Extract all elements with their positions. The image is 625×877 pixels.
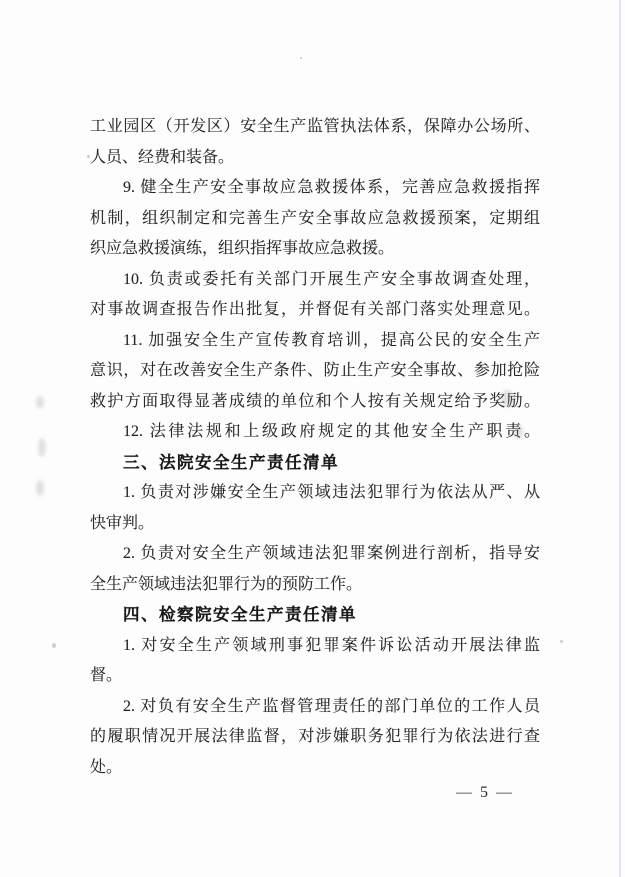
paragraph [90, 265, 540, 326]
text-line [90, 448, 540, 479]
text-line [90, 478, 540, 509]
page-number: — 5 — [456, 784, 514, 801]
paragraph [90, 539, 540, 600]
text-line [90, 539, 540, 570]
text-line [90, 326, 540, 357]
scan-smudge [501, 390, 514, 407]
paragraph [90, 631, 540, 692]
scan-edge-line [619, 0, 621, 877]
scan-speck [52, 643, 56, 648]
text-line [90, 753, 540, 784]
text-line [90, 722, 540, 753]
text-line-content: 11. 加强安全生产宣传教育培训，提高公民的安全生产 [123, 331, 540, 349]
document-body [90, 112, 540, 783]
text-line-content: 9. 健全生产安全事故应急救援体系，完善应急救援指挥 [123, 179, 540, 196]
text-line [90, 631, 540, 662]
text-line-content: 2. 负责对安全生产领域违法犯罪案例进行剖析，指导安 [123, 545, 540, 562]
text-line-content: 织应急救援演练，组织指挥事故应急救援。 [90, 240, 395, 257]
text-line-content: 10. 负责或委托有关部门开展生产安全事故调查处理， [123, 270, 540, 288]
text-line-content: 三、法院安全生产责任清单 [123, 452, 339, 472]
scan-smudge [36, 396, 44, 409]
paragraph [90, 417, 540, 448]
text-line [90, 661, 540, 692]
scan-smudge [36, 480, 44, 496]
text-line-content: 1. 对安全生产领域刑事犯罪案件诉讼活动开展法律监 [123, 636, 540, 654]
text-line-content: 机制，组织制定和完善生产安全事故应急救援预案，定期组 [90, 209, 540, 227]
text-line-content: 1. 负责对涉嫌安全生产领域违法犯罪行为依法从严、从 [123, 484, 540, 501]
text-line-content: 12. 法律法规和上级政府规定的其他安全生产职责。 [123, 423, 540, 440]
text-line [90, 417, 540, 448]
scan-smudge [38, 438, 46, 457]
text-line-content: 四、检察院安全生产责任清单 [123, 605, 357, 624]
text-line [90, 692, 540, 723]
text-line [90, 204, 540, 235]
text-line [90, 570, 540, 601]
text-line [90, 112, 540, 143]
text-line [90, 265, 540, 296]
text-line [90, 356, 540, 387]
paragraph [90, 112, 540, 173]
text-line-content: 的履职情况开展法律监督，对涉嫌职务犯罪行为依法进行查 [90, 728, 540, 745]
text-line-content: 对事故调查报告作出批复，并督促有关部门落实处理意见。 [90, 301, 540, 318]
text-line [90, 600, 540, 631]
section-heading [90, 600, 540, 631]
text-line-content: 2. 对负有安全生产监督管理责任的部门单位的工作人员 [123, 697, 540, 715]
paragraph [90, 173, 540, 265]
text-line-content: 快审判。 [90, 514, 155, 532]
text-line [90, 387, 540, 418]
text-line [90, 143, 540, 174]
text-line [90, 295, 540, 326]
scan-smudge [514, 424, 523, 439]
text-line-content: 全生产领域违法犯罪行为的预防工作。 [90, 575, 363, 593]
paragraph [90, 692, 540, 784]
text-line-content: 督。 [90, 667, 123, 684]
scan-speck [300, 57, 302, 59]
text-line [90, 234, 540, 265]
scan-speck [87, 155, 90, 158]
paragraph [90, 326, 540, 418]
text-line-content: 人员、经费和装备。 [90, 148, 235, 166]
text-line-content: 救护方面取得显著成绩的单位和个人按有关规定给予奖励。 [90, 392, 540, 410]
text-line-content: 工业园区（开发区）安全生产监管执法体系，保障办公场所、 [90, 118, 540, 135]
scan-speck [560, 640, 563, 643]
text-line [90, 509, 540, 540]
text-line-content: 处。 [90, 758, 123, 776]
section-heading [90, 448, 540, 479]
paragraph [90, 478, 540, 539]
text-line-content: 意识，对在改善安全生产条件、防止生产安全事故、参加抢险 [90, 362, 540, 379]
text-line [90, 173, 540, 204]
